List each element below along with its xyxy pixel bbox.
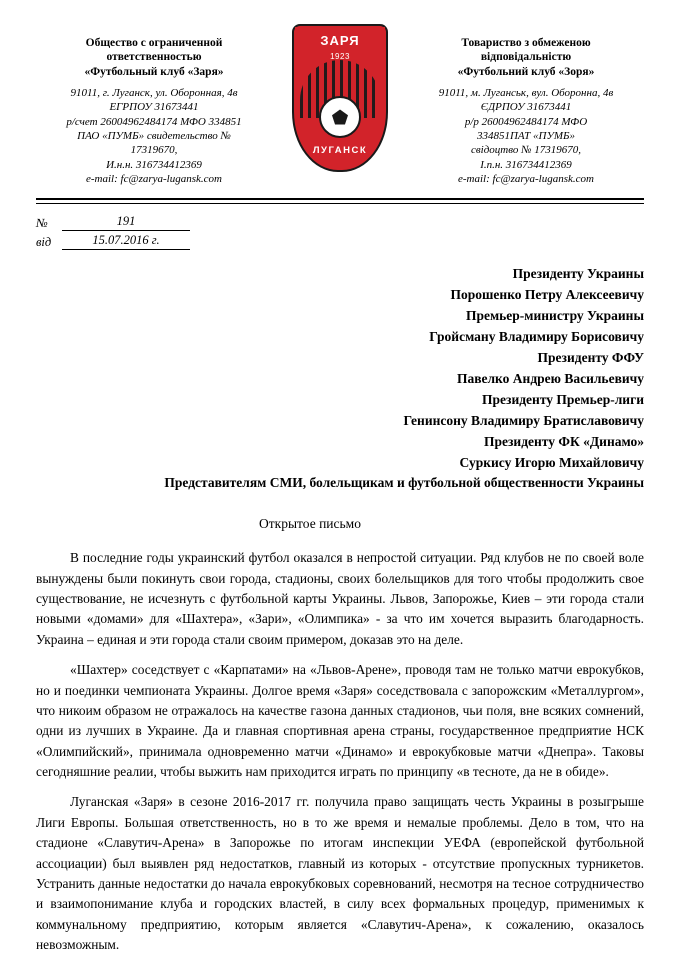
reference-number-value: 191 xyxy=(62,214,190,231)
crest-founding-year: 1923 xyxy=(330,52,350,61)
addressee-line: Павелко Андрею Васильевичу xyxy=(456,370,644,386)
addressee-list xyxy=(36,264,644,494)
letterhead-left-detail-line: 91011, г. Луганск, ул. Оборонная, 4в xyxy=(70,87,238,100)
body-paragraph: Луганская «Заря» в сезоне 2016-2017 гг. получила право защищать честь Украины в розыгрыше Лиги Европы. Большая ответственность, но в то же время и немалые проблемы. Дело в том, что на стадионе «Славутич-Арена» в Запорожье по итогам инспекции УЕФА (европейской футбольной ассоциации) был выявлен ряд недостатков, главный из которых - отсутствие пропускных турникетов. Устранить данные недостатки до начала еврокубковых соревнований, несмотря на тесное сотрудничество и взаимопонимание клуба и городских властей, в силу всех формальных процедур, применимых к коммунальному предприятию, которым является «Славутич-Арена», к сожалению, оказалось невозможным. xyxy=(36,794,644,953)
letterhead-left-detail-line: ЕГРПОУ 31673441 xyxy=(109,101,199,114)
letterhead-right-title xyxy=(408,36,644,79)
addressee-line: Суркису Игорю Михайловичу xyxy=(459,454,644,470)
letterhead-right-detail-line: р/р 26004962484174 МФО xyxy=(464,115,588,128)
letterhead-left-detail-line: И.н.н. 316734412369 xyxy=(106,158,202,171)
letterhead-right-details xyxy=(408,86,644,186)
football-icon xyxy=(319,96,361,138)
letterhead-left-title-line: ответственностью xyxy=(106,51,202,64)
letterhead-right-title-line: Товариство з обмеженою xyxy=(461,37,591,49)
letterhead-left-block xyxy=(36,22,272,186)
letterhead-right-detail-line: ЄДРПОУ 31673441 xyxy=(480,101,572,114)
crest-graphic xyxy=(292,24,388,172)
letterhead-right-detail-line: 91011, м. Луганськ, вул. Оборонна, 4в xyxy=(438,87,614,100)
letterhead-left-email: e-mail: fc@zarya-lugansk.com xyxy=(86,172,222,185)
letterhead-left-title-line: «Футбольный клуб «Заря» xyxy=(84,65,224,78)
letterhead xyxy=(36,22,644,186)
addressee-line: Президенту ФК «Динамо» xyxy=(483,433,644,449)
reference-number-row xyxy=(36,214,644,231)
document-body xyxy=(36,548,644,955)
addressee-line: Президенту ФФУ xyxy=(537,349,644,365)
addressee-line: Гройсману Владимиру Борисовичу xyxy=(429,328,644,344)
letterhead-right-detail-line: свідоцтво № 17319670, xyxy=(471,144,581,157)
letterhead-right-title-line: відповідальністю xyxy=(480,51,572,64)
letterhead-left-title xyxy=(36,36,272,79)
header-divider xyxy=(36,198,644,204)
page-title: Открытое письмо xyxy=(259,516,361,532)
crest-city-name: ЛУГАНСК xyxy=(312,145,368,156)
body-paragraph: «Шахтер» соседствует с «Карпатами» на «Львов-Арене», проводя там не только матчи еврокубков, но и поединки чемпионата Украины. Долгое время «Заря» соседствовала с запорожским «Металлургом», что никоим образом не отражалось на качестве газона данных стадионов, чьи поля, вне всяких сомнений, одни из лучших в Украине. Да и главная спортивная арена страны, государственное предприятие НСК «Олимпийский», принимала одновременно матчи «Динамо» и еврокубковые матчи «Днепра». Таковы сегодняшние реалии, чтобы выжить нам приходится играть по принципу «в тесноте, да не в обиде». xyxy=(36,662,644,780)
club-crest xyxy=(280,22,400,172)
letterhead-left-detail-line: ПАО «ПУМБ» свидетельство № xyxy=(77,130,231,143)
letterhead-right-email: e-mail: fc@zarya-lugansk.com xyxy=(458,172,594,185)
letterhead-right-block xyxy=(408,22,644,186)
crest-club-name: ЗАРЯ xyxy=(295,27,385,53)
addressee-line: Порошенко Петру Алексеевичу xyxy=(450,287,644,303)
letterhead-left-detail-line: 17319670, xyxy=(130,144,178,157)
reference-date-label: від xyxy=(36,235,52,250)
reference-date-row xyxy=(36,233,644,250)
body-paragraph: В последние годы украинский футбол оказался в непростой ситуации. Ряд клубов не по своей воле вынуждены были покинуть свои города, стадионы, своих болельщиков для того чтобы продолжить свое существование, не исчезнуть с футбольной карты Украины. Львов, Запорожье, Киев – эти города стали новыми «домами» для «Шахтера», «Зари», «Олимпика» - за что им хочется выразить благодарность. Украина – единая и эти города стали своим примером, доказав это на деле. xyxy=(36,550,644,647)
letterhead-right-detail-line: І.п.н. 316734412369 xyxy=(480,158,572,171)
addressee-line: Президенту Премьер-лиги xyxy=(482,391,644,407)
letterhead-left-details xyxy=(36,86,272,186)
addressee-line: Премьер-министру Украины xyxy=(465,308,644,324)
addressee-line: Генинсону Владимиру Братиславовичу xyxy=(403,412,644,428)
reference-date-value: 15.07.2016 г. xyxy=(62,233,190,250)
letterhead-right-detail-line: 334851ПАТ «ПУМБ» xyxy=(476,130,576,143)
letterhead-right-title-line: «Футбольний клуб «Зоря» xyxy=(457,65,595,78)
reference-number-label: № xyxy=(36,216,48,231)
letterhead-left-detail-line: р/счет 26004962484174 МФО 334851 xyxy=(66,115,242,128)
letterhead-left-title-line: Общество с ограниченной xyxy=(85,37,223,49)
reference-block xyxy=(36,214,644,250)
addressee-line: Президенту Украины xyxy=(512,266,644,282)
addressee-line: Представителям СМИ, болельщикам и футбольной общественности Украины xyxy=(164,475,644,491)
